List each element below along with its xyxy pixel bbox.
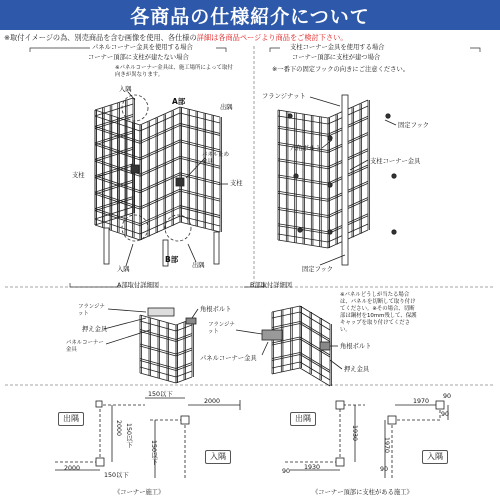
label-post-corner-fitting: 支柱コーナー金具 bbox=[370, 158, 421, 165]
detail-b-circle-1 bbox=[122, 215, 148, 241]
plan-right-dim-90-left: 90 bbox=[441, 411, 450, 418]
plan-left-post-2 bbox=[181, 416, 189, 424]
detail-b-leader-flange bbox=[236, 330, 262, 334]
label-shichu-left: 支柱 bbox=[72, 172, 85, 179]
detail-b-leader-panel-corner bbox=[262, 342, 268, 355]
detail-b-drawing bbox=[236, 306, 342, 386]
plan-left-dim-2000-left: 2000 bbox=[115, 420, 122, 437]
left-post-2 bbox=[214, 232, 219, 264]
plan-left-post-1 bbox=[96, 458, 104, 466]
label-flange-nut: フランジナット bbox=[262, 93, 306, 100]
panel-corner-sub: コーナー頂部に支柱が建たない場合 bbox=[88, 54, 189, 61]
left-panel-right-b bbox=[180, 107, 222, 232]
plan-left-dim-150-left: 150以下 bbox=[125, 423, 132, 448]
plan-left-dim-2000-bottom: 2000 bbox=[64, 465, 81, 472]
plan-left-caption: 《コーナー施工》 bbox=[114, 489, 165, 496]
plan-left-iriri: 入隅 bbox=[205, 450, 231, 464]
detail-b-circle-2 bbox=[165, 215, 191, 241]
post-corner-heading: 支柱コーナー金具を使用する場合 bbox=[290, 44, 385, 51]
detail-a-heading: A部取付詳細図 bbox=[117, 282, 160, 289]
label-panel-tome: パネル止め金具 bbox=[202, 152, 229, 165]
plan-right-dim-90-right: 90 bbox=[380, 466, 389, 473]
detail-a-leader-flange bbox=[108, 309, 146, 312]
plan-right-dim-1930-h: 1930 bbox=[304, 464, 321, 471]
plan-right-dim-1970-top: 1970 bbox=[413, 398, 430, 405]
notice-prefix: ※取付イメージの為、別売商品を含む画像を使用、各仕様の bbox=[4, 33, 197, 42]
right-bolt-3 bbox=[288, 114, 292, 118]
detail-a-drawing bbox=[104, 308, 198, 383]
right-bolt-0 bbox=[328, 136, 332, 140]
section-dividers bbox=[5, 46, 495, 385]
detail-a-panel-1 bbox=[140, 315, 178, 383]
label-a-part: A部 bbox=[172, 97, 186, 106]
detail-b-fitting bbox=[262, 330, 282, 340]
left-post-1 bbox=[104, 228, 109, 264]
leader-iriri-bottom bbox=[126, 244, 133, 266]
plan-left-dim-150-mid: 150以下 bbox=[150, 440, 157, 465]
detail-a-leader-kakune bbox=[192, 309, 198, 318]
leader-kotei-hook-bottom bbox=[320, 255, 345, 265]
left-panel-right-a bbox=[140, 107, 182, 240]
right-panel-left bbox=[278, 110, 330, 248]
plan-left-post-3 bbox=[96, 401, 102, 407]
detail-a-panel-2 bbox=[176, 319, 194, 383]
label-deshumi-bottom: 出隅 bbox=[192, 262, 205, 269]
leader-flange-nut bbox=[310, 97, 340, 106]
detail-a-bolt bbox=[186, 318, 196, 324]
panel-corner-note: ※パネルコーナー金具は、施工場所によって取付向きが異なります。 bbox=[115, 65, 233, 78]
right-bolt-6 bbox=[386, 114, 390, 118]
right-bolt-2 bbox=[328, 230, 332, 234]
plan-right-dim-90-bottom: 90 bbox=[282, 468, 291, 475]
detail-b-heading: B部取付詳細図 bbox=[250, 282, 293, 289]
plan-right-dim-90-top: 90 bbox=[443, 393, 452, 400]
cutting-note: ※パネルどうしが当たる場合は、パネルを切断して取り付けてください。※その場合、切断部は鋼材を10mm残して、保護キャップを取り付けてください。 bbox=[340, 292, 417, 333]
post-corner-note: ※一番下の固定フックの向きにご注意ください。 bbox=[272, 66, 410, 73]
right-panel-right bbox=[328, 100, 370, 248]
right-bolt-4 bbox=[294, 174, 298, 178]
plan-right-fence-2 bbox=[392, 405, 440, 420]
detail-a-bracket bbox=[148, 308, 174, 316]
label-rokkaku-bolt: 六角ボルト bbox=[290, 145, 322, 152]
plan-right-post-3 bbox=[388, 416, 396, 424]
right-bolt-1 bbox=[328, 183, 332, 187]
leader-rokkaku-bolt bbox=[322, 140, 332, 148]
label-iriri: 入隅 bbox=[119, 86, 132, 93]
panel-corner-heading: パネルコーナー金具を使用する場合 bbox=[92, 44, 193, 51]
plan-left-dim-2000-top: 2000 bbox=[204, 398, 221, 405]
leader-deshumi-bottom bbox=[188, 244, 196, 262]
plan-right-dim-1930-v: 1930 bbox=[351, 425, 358, 442]
plan-right-dim-1970-v: 1970 bbox=[383, 437, 390, 454]
panel-corner-fence bbox=[95, 92, 228, 266]
plan-right-deshumi: 出隅 bbox=[290, 412, 316, 426]
right-bolt-7 bbox=[392, 174, 396, 178]
detail-b-panel-corner: パネルコーナー金具 bbox=[200, 355, 257, 362]
plan-right-post-1 bbox=[336, 458, 344, 466]
label-shichu-right: 支柱 bbox=[230, 180, 243, 187]
post-corner-fence bbox=[278, 95, 396, 265]
detail-b-osae: 押え金具 bbox=[344, 366, 370, 373]
plan-right-post-2 bbox=[336, 401, 344, 409]
right-corner-post bbox=[342, 95, 348, 265]
label-deshumi: 出隅 bbox=[220, 104, 233, 111]
detail-b-bolt bbox=[320, 342, 330, 350]
plan-right-iriri: 入隅 bbox=[422, 450, 448, 464]
left-fitting-1 bbox=[131, 165, 139, 173]
detail-a-flange: フランジナット bbox=[78, 304, 105, 317]
page-title: 各商品の仕様紹介について bbox=[130, 5, 370, 28]
detail-a-osae: 押え金具 bbox=[82, 326, 108, 333]
label-iriri-bottom: 入隅 bbox=[117, 266, 130, 273]
label-kotei-hook-bottom: 固定フック bbox=[302, 266, 334, 273]
right-bolt-8 bbox=[392, 230, 396, 234]
plan-left-deshumi: 出隅 bbox=[58, 412, 84, 426]
plan-left-dim-150-bottom: 150以下 bbox=[104, 472, 129, 479]
label-b-part: B部 bbox=[165, 255, 179, 264]
detail-a-kakune: 角根ボルト bbox=[200, 306, 232, 313]
left-fitting-2 bbox=[176, 178, 184, 186]
notice-highlight: 詳細は各商品ページより商品をご検討下さい。 bbox=[196, 33, 348, 42]
post-corner-sub: コーナー頂部に支柱が建つ場合 bbox=[292, 54, 381, 61]
plan-right-caption: 《コーナー頂部に支柱がある施工》 bbox=[312, 489, 413, 496]
detail-b-kakune: 角根ボルト bbox=[340, 343, 372, 350]
detail-a-leader-panel-corner bbox=[106, 330, 150, 344]
plan-right-post-4 bbox=[436, 401, 444, 409]
detail-b-flange: フランジナット bbox=[208, 322, 235, 335]
right-bolt-5 bbox=[298, 228, 302, 232]
plan-left-drawing bbox=[55, 398, 240, 478]
label-kotei-hook-top: 固定フック bbox=[398, 122, 430, 129]
plan-left-dim-150-top: 150以下 bbox=[148, 391, 173, 398]
detail-a-panel-corner: パネルコーナー金具 bbox=[66, 340, 104, 353]
leader-kotei-hook-top bbox=[385, 120, 396, 125]
